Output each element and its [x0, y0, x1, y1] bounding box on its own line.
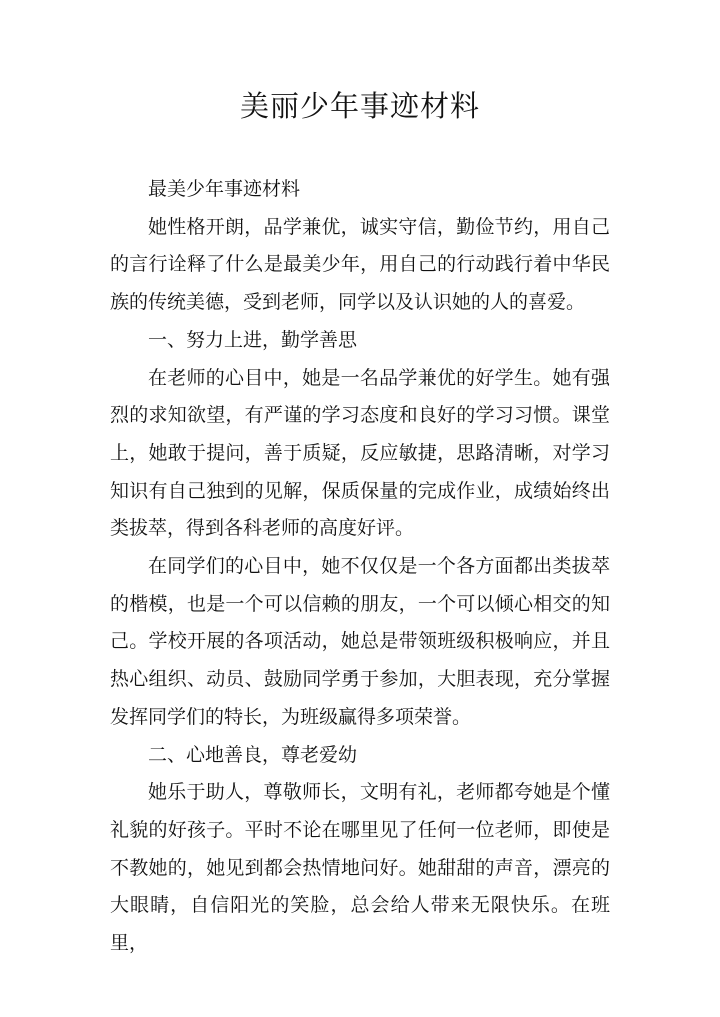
- body-paragraph: 在同学们的心目中，她不仅仅是一个各方面都出类拔萃的楷模，也是一个可以信赖的朋友，一个可以倾心相交的知己。学校开展的各项活动，她总是带领班级积极响应，并且热心组织、动员、鼓励同学勇于参加，大胆表现，充分掌握发挥同学们的特长，为班级赢得多项荣誉。: [110, 555, 610, 728]
- section-heading-1: 一、努力上进，勤学善思: [148, 328, 358, 351]
- section-heading-2: 二、心地善良，尊老爱幼: [148, 743, 358, 766]
- document-title: 美丽少年事迹材料: [239, 89, 480, 123]
- intro-paragraph: 她性格开朗，品学兼优，诚实守信，勤俭节约，用自己的言行诠释了什么是最美少年，用自己的行动践行着中华民族的传统美德，受到老师，同学以及认识她的人的喜爱。: [110, 215, 610, 314]
- subtitle-paragraph: 最美少年事迹材料: [148, 178, 301, 200]
- body-paragraph: 她乐于助人，尊敬师长，文明有礼，老师都夸她是个懂礼貌的好孩子。平时不论在哪里见了任何一位老师，即使是不教她的，她见到都会热情地问好。她甜甜的声音，漂亮的大眼睛，自信阳光的笑脸，总会给人带来无限快乐。在班里，: [110, 781, 610, 955]
- body-paragraph: 在老师的心目中，她是一名品学兼优的好学生。她有强烈的求知欲望，有严谨的学习态度和良好的学习习惯。课堂上，她敢于提问，善于质疑，反应敏捷，思路清晰，对学习知识有自己独到的见解，保质保量的完成作业，成绩始终出类拔萃，得到各科老师的高度好评。: [110, 366, 610, 540]
- document-body: [110, 171, 610, 963]
